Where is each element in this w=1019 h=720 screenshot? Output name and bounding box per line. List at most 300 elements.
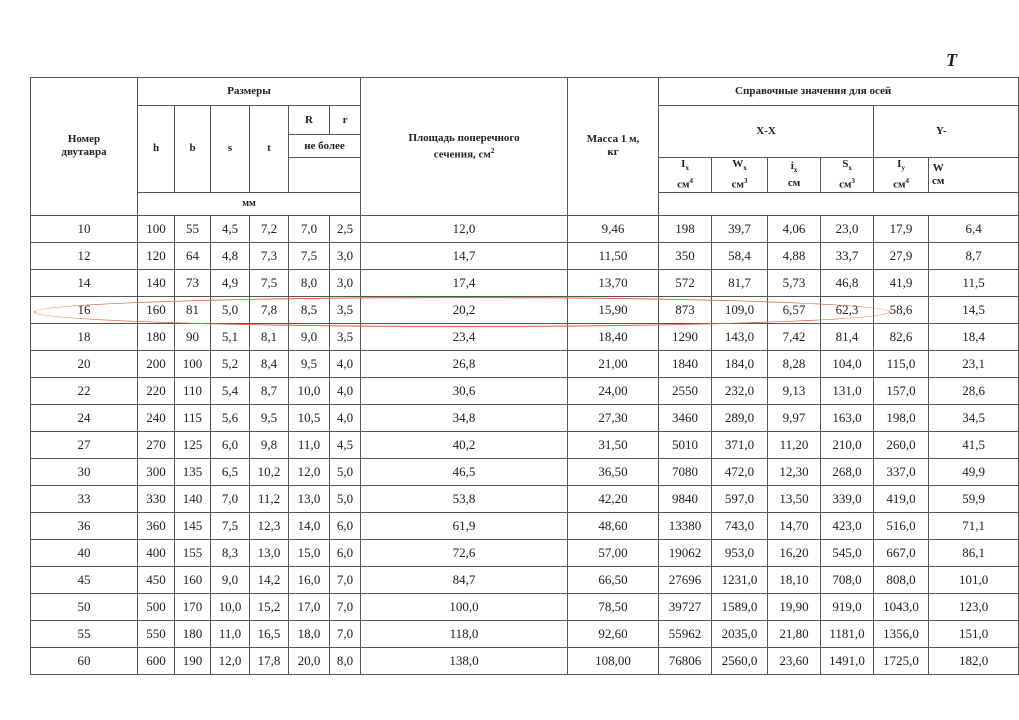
- table-row: [31, 431, 1019, 458]
- cell-R: 8,5: [289, 296, 330, 323]
- cell-R: 9,0: [289, 323, 330, 350]
- cell-s: 7,0: [211, 485, 250, 512]
- cell-area: 61,9: [361, 512, 568, 539]
- cell-r: 3,0: [330, 242, 361, 269]
- cell-t: 9,8: [250, 431, 289, 458]
- header-col-iy: $I_y$ $см^4$: [874, 158, 929, 193]
- cell-number: 18: [31, 323, 138, 350]
- cell-Wx: 2560,0: [712, 647, 768, 674]
- header-dim-R: R: [289, 106, 330, 135]
- cell-area: 84,7: [361, 566, 568, 593]
- header-dimensions: Размеры: [138, 78, 361, 106]
- i-beam-table-container: [30, 77, 989, 668]
- cell-Ix: 1290: [659, 323, 712, 350]
- cell-Sx: 131,0: [821, 377, 874, 404]
- header-dim-r: r: [330, 106, 361, 135]
- cell-Sx: 1181,0: [821, 620, 874, 647]
- header-area-line2: сечения, см: [433, 148, 491, 161]
- cell-Wy: 41,5: [929, 431, 1019, 458]
- cell-mass: 9,46: [568, 215, 659, 242]
- cell-h: 330: [138, 485, 175, 512]
- cell-s: 8,3: [211, 539, 250, 566]
- cell-t: 7,2: [250, 215, 289, 242]
- cell-number: 20: [31, 350, 138, 377]
- cell-Wx: 143,0: [712, 323, 768, 350]
- cell-Sx: 919,0: [821, 593, 874, 620]
- cell-number: 22: [31, 377, 138, 404]
- cell-Ix: 1840: [659, 350, 712, 377]
- cell-ix: 13,50: [768, 485, 821, 512]
- cell-area: 46,5: [361, 458, 568, 485]
- cell-mass: 31,50: [568, 431, 659, 458]
- header-beam-number-line1: Номер: [67, 133, 101, 146]
- cell-t: 11,2: [250, 485, 289, 512]
- cell-r: 4,5: [330, 431, 361, 458]
- cell-Ix: 198: [659, 215, 712, 242]
- cell-ix: 4,88: [768, 242, 821, 269]
- cell-Wy: 59,9: [929, 485, 1019, 512]
- cell-mass: 27,30: [568, 404, 659, 431]
- cell-area: 138,0: [361, 647, 568, 674]
- cell-t: 14,2: [250, 566, 289, 593]
- cell-s: 5,2: [211, 350, 250, 377]
- cell-h: 140: [138, 269, 175, 296]
- cell-ix: 23,60: [768, 647, 821, 674]
- cell-Ix: 2550: [659, 377, 712, 404]
- header-reference-values: Справочные значения для осей: [659, 78, 1019, 106]
- header-area-sup: 2: [490, 146, 495, 155]
- cell-number: 12: [31, 242, 138, 269]
- cell-mass: 66,50: [568, 566, 659, 593]
- header-axis-xx: X-X: [659, 106, 874, 158]
- cell-number: 36: [31, 512, 138, 539]
- table-row: [31, 512, 1019, 539]
- cell-h: 360: [138, 512, 175, 539]
- cell-s: 5,0: [211, 296, 250, 323]
- cell-R: 7,0: [289, 215, 330, 242]
- header-blank-axes: [659, 192, 1019, 215]
- cell-area: 118,0: [361, 620, 568, 647]
- cell-R: 8,0: [289, 269, 330, 296]
- cell-b: 73: [175, 269, 211, 296]
- cell-b: 90: [175, 323, 211, 350]
- cell-b: 55: [175, 215, 211, 242]
- table-number-mark: Т: [946, 50, 957, 70]
- cell-h: 240: [138, 404, 175, 431]
- header-area-line1: Площадь поперечного: [408, 131, 520, 144]
- cell-area: 20,2: [361, 296, 568, 323]
- cell-r: 3,5: [330, 323, 361, 350]
- cell-mass: 42,20: [568, 485, 659, 512]
- cell-r: 7,0: [330, 566, 361, 593]
- cell-r: 7,0: [330, 620, 361, 647]
- cell-Sx: 104,0: [821, 350, 874, 377]
- cell-number: 55: [31, 620, 138, 647]
- cell-Wx: 58,4: [712, 242, 768, 269]
- cell-Iy: 17,9: [874, 215, 929, 242]
- cell-number: 10: [31, 215, 138, 242]
- cell-s: 4,5: [211, 215, 250, 242]
- header-beam-number: [31, 78, 138, 216]
- cell-R: 10,5: [289, 404, 330, 431]
- cell-number: 45: [31, 566, 138, 593]
- cell-h: 600: [138, 647, 175, 674]
- cell-area: 30,6: [361, 377, 568, 404]
- cell-area: 40,2: [361, 431, 568, 458]
- cell-b: 135: [175, 458, 211, 485]
- cell-Wx: 289,0: [712, 404, 768, 431]
- cell-Wy: 101,0: [929, 566, 1019, 593]
- cell-Sx: 62,3: [821, 296, 874, 323]
- cell-area: 53,8: [361, 485, 568, 512]
- table-row: [31, 539, 1019, 566]
- cell-Ix: 572: [659, 269, 712, 296]
- cell-R: 11,0: [289, 431, 330, 458]
- cell-number: 33: [31, 485, 138, 512]
- cell-Sx: 23,0: [821, 215, 874, 242]
- cell-Wx: 597,0: [712, 485, 768, 512]
- cell-R: 17,0: [289, 593, 330, 620]
- cell-ix: 16,20: [768, 539, 821, 566]
- cell-s: 6,5: [211, 458, 250, 485]
- header-axis-yy: Y-: [874, 106, 1019, 158]
- cell-number: 16: [31, 296, 138, 323]
- cell-ix: 4,06: [768, 215, 821, 242]
- cell-Wy: 151,0: [929, 620, 1019, 647]
- cell-Wy: 11,5: [929, 269, 1019, 296]
- cell-Sx: 46,8: [821, 269, 874, 296]
- cell-Sx: 423,0: [821, 512, 874, 539]
- cell-Wy: 49,9: [929, 458, 1019, 485]
- cell-Iy: 516,0: [874, 512, 929, 539]
- cell-r: 4,0: [330, 350, 361, 377]
- cell-mass: 21,00: [568, 350, 659, 377]
- cell-Iy: 419,0: [874, 485, 929, 512]
- table-body: [31, 215, 1019, 674]
- cell-h: 500: [138, 593, 175, 620]
- cell-Wy: 6,4: [929, 215, 1019, 242]
- cell-h: 270: [138, 431, 175, 458]
- cell-t: 8,4: [250, 350, 289, 377]
- cell-Sx: 339,0: [821, 485, 874, 512]
- header-col-ix-radius: $i_x$ см: [768, 158, 821, 193]
- cell-number: 27: [31, 431, 138, 458]
- cell-r: 5,0: [330, 458, 361, 485]
- cell-R: 18,0: [289, 620, 330, 647]
- cell-r: 7,0: [330, 593, 361, 620]
- cell-Sx: 33,7: [821, 242, 874, 269]
- table-row: [31, 620, 1019, 647]
- cell-r: 8,0: [330, 647, 361, 674]
- cell-ix: 9,97: [768, 404, 821, 431]
- cell-Sx: 210,0: [821, 431, 874, 458]
- cell-t: 10,2: [250, 458, 289, 485]
- table-row: [31, 404, 1019, 431]
- cell-R: 14,0: [289, 512, 330, 539]
- cell-R: 7,5: [289, 242, 330, 269]
- cell-s: 12,0: [211, 647, 250, 674]
- cell-Iy: 1356,0: [874, 620, 929, 647]
- cell-Wx: 2035,0: [712, 620, 768, 647]
- header-col-ix: $I_x$ $см^4$: [659, 158, 712, 193]
- cell-Sx: 163,0: [821, 404, 874, 431]
- cell-r: 6,0: [330, 512, 361, 539]
- cell-Wy: 23,1: [929, 350, 1019, 377]
- cell-s: 10,0: [211, 593, 250, 620]
- cell-s: 5,6: [211, 404, 250, 431]
- cell-mass: 108,00: [568, 647, 659, 674]
- header-dim-t: t: [250, 106, 289, 193]
- cell-Iy: 337,0: [874, 458, 929, 485]
- header-dim-s: s: [211, 106, 250, 193]
- cell-r: 3,5: [330, 296, 361, 323]
- cell-mass: 92,60: [568, 620, 659, 647]
- header-dim-h: h: [138, 106, 175, 193]
- cell-s: 9,0: [211, 566, 250, 593]
- cell-mass: 24,00: [568, 377, 659, 404]
- header-mass-line2: кг: [607, 146, 619, 159]
- cell-t: 15,2: [250, 593, 289, 620]
- cell-ix: 12,30: [768, 458, 821, 485]
- cell-area: 34,8: [361, 404, 568, 431]
- cell-R: 13,0: [289, 485, 330, 512]
- cell-Ix: 39727: [659, 593, 712, 620]
- cell-b: 155: [175, 539, 211, 566]
- cell-Ix: 55962: [659, 620, 712, 647]
- cell-Wx: 184,0: [712, 350, 768, 377]
- cell-Wy: 18,4: [929, 323, 1019, 350]
- cell-area: 17,4: [361, 269, 568, 296]
- cell-r: 2,5: [330, 215, 361, 242]
- cell-b: 190: [175, 647, 211, 674]
- cell-Wy: 28,6: [929, 377, 1019, 404]
- cell-Iy: 157,0: [874, 377, 929, 404]
- cell-t: 7,3: [250, 242, 289, 269]
- cell-h: 220: [138, 377, 175, 404]
- cell-s: 6,0: [211, 431, 250, 458]
- cell-area: 14,7: [361, 242, 568, 269]
- cell-b: 110: [175, 377, 211, 404]
- cell-number: 60: [31, 647, 138, 674]
- cell-h: 200: [138, 350, 175, 377]
- cell-r: 6,0: [330, 539, 361, 566]
- header-blank-under-not-more: [289, 158, 361, 193]
- table-row: [31, 323, 1019, 350]
- cell-Wy: 86,1: [929, 539, 1019, 566]
- table-row: [31, 350, 1019, 377]
- cell-Sx: 545,0: [821, 539, 874, 566]
- cell-b: 145: [175, 512, 211, 539]
- table-row: [31, 215, 1019, 242]
- cell-Sx: 1491,0: [821, 647, 874, 674]
- cell-s: 5,4: [211, 377, 250, 404]
- cell-Ix: 350: [659, 242, 712, 269]
- cell-Ix: 873: [659, 296, 712, 323]
- cell-R: 12,0: [289, 458, 330, 485]
- cell-t: 12,3: [250, 512, 289, 539]
- header-col-wy: W см: [929, 158, 1019, 193]
- cell-ix: 21,80: [768, 620, 821, 647]
- table-row: [31, 269, 1019, 296]
- header-beam-number-line2: двутавра: [61, 146, 107, 159]
- cell-Wx: 743,0: [712, 512, 768, 539]
- cell-h: 300: [138, 458, 175, 485]
- cell-Iy: 260,0: [874, 431, 929, 458]
- cell-Iy: 41,9: [874, 269, 929, 296]
- table-row: [31, 485, 1019, 512]
- cell-Wx: 371,0: [712, 431, 768, 458]
- cell-ix: 8,28: [768, 350, 821, 377]
- cell-t: 7,5: [250, 269, 289, 296]
- cell-Wy: 123,0: [929, 593, 1019, 620]
- cell-s: 7,5: [211, 512, 250, 539]
- cell-b: 160: [175, 566, 211, 593]
- cell-area: 26,8: [361, 350, 568, 377]
- cell-h: 450: [138, 566, 175, 593]
- cell-Wx: 953,0: [712, 539, 768, 566]
- cell-r: 4,0: [330, 377, 361, 404]
- cell-R: 20,0: [289, 647, 330, 674]
- cell-h: 180: [138, 323, 175, 350]
- cell-mass: 15,90: [568, 296, 659, 323]
- cell-b: 140: [175, 485, 211, 512]
- cell-t: 8,7: [250, 377, 289, 404]
- cell-Wx: 1231,0: [712, 566, 768, 593]
- cell-Wy: 182,0: [929, 647, 1019, 674]
- cell-s: 5,1: [211, 323, 250, 350]
- cell-area: 12,0: [361, 215, 568, 242]
- cell-mass: 13,70: [568, 269, 659, 296]
- cell-Ix: 3460: [659, 404, 712, 431]
- header-not-more: не более: [289, 135, 361, 158]
- cell-r: 5,0: [330, 485, 361, 512]
- cell-b: 170: [175, 593, 211, 620]
- i-beam-spec-table: [30, 77, 1019, 675]
- header-area: [361, 78, 568, 216]
- cell-area: 23,4: [361, 323, 568, 350]
- cell-h: 550: [138, 620, 175, 647]
- cell-Wy: 8,7: [929, 242, 1019, 269]
- cell-Ix: 13380: [659, 512, 712, 539]
- cell-Sx: 268,0: [821, 458, 874, 485]
- cell-mass: 11,50: [568, 242, 659, 269]
- cell-Ix: 27696: [659, 566, 712, 593]
- cell-mass: 48,60: [568, 512, 659, 539]
- cell-Wx: 109,0: [712, 296, 768, 323]
- cell-Ix: 19062: [659, 539, 712, 566]
- cell-R: 9,5: [289, 350, 330, 377]
- cell-area: 100,0: [361, 593, 568, 620]
- header-mass-line1: Масса 1 м,: [586, 133, 640, 146]
- cell-h: 100: [138, 215, 175, 242]
- cell-Wy: 34,5: [929, 404, 1019, 431]
- cell-number: 50: [31, 593, 138, 620]
- cell-Wx: 39,7: [712, 215, 768, 242]
- cell-Wy: 14,5: [929, 296, 1019, 323]
- cell-Ix: 7080: [659, 458, 712, 485]
- cell-R: 15,0: [289, 539, 330, 566]
- cell-area: 72,6: [361, 539, 568, 566]
- header-mass: [568, 78, 659, 216]
- cell-ix: 19,90: [768, 593, 821, 620]
- cell-Iy: 27,9: [874, 242, 929, 269]
- cell-Iy: 1725,0: [874, 647, 929, 674]
- cell-t: 8,1: [250, 323, 289, 350]
- cell-ix: 14,70: [768, 512, 821, 539]
- cell-ix: 7,42: [768, 323, 821, 350]
- table-row: [31, 296, 1019, 323]
- cell-mass: 36,50: [568, 458, 659, 485]
- table-row: [31, 566, 1019, 593]
- table-row: [31, 458, 1019, 485]
- table-row: [31, 377, 1019, 404]
- cell-s: 11,0: [211, 620, 250, 647]
- cell-mass: 78,50: [568, 593, 659, 620]
- header-unit-mm: мм: [138, 192, 361, 215]
- cell-number: 30: [31, 458, 138, 485]
- header-col-sx: $S_x$ $см^3$: [821, 158, 874, 193]
- cell-Wx: 232,0: [712, 377, 768, 404]
- cell-Iy: 82,6: [874, 323, 929, 350]
- cell-number: 40: [31, 539, 138, 566]
- cell-mass: 18,40: [568, 323, 659, 350]
- table-row: [31, 242, 1019, 269]
- cell-Sx: 81,4: [821, 323, 874, 350]
- cell-t: 13,0: [250, 539, 289, 566]
- cell-b: 125: [175, 431, 211, 458]
- cell-number: 14: [31, 269, 138, 296]
- cell-Iy: 115,0: [874, 350, 929, 377]
- cell-b: 100: [175, 350, 211, 377]
- cell-Iy: 58,6: [874, 296, 929, 323]
- header-dim-b: b: [175, 106, 211, 193]
- cell-r: 3,0: [330, 269, 361, 296]
- cell-ix: 11,20: [768, 431, 821, 458]
- table-row: [31, 647, 1019, 674]
- cell-mass: 57,00: [568, 539, 659, 566]
- cell-s: 4,9: [211, 269, 250, 296]
- cell-r: 4,0: [330, 404, 361, 431]
- cell-Sx: 708,0: [821, 566, 874, 593]
- table-row: [31, 593, 1019, 620]
- cell-ix: 18,10: [768, 566, 821, 593]
- cell-number: 24: [31, 404, 138, 431]
- cell-b: 115: [175, 404, 211, 431]
- cell-R: 16,0: [289, 566, 330, 593]
- cell-h: 160: [138, 296, 175, 323]
- cell-Ix: 9840: [659, 485, 712, 512]
- cell-Iy: 808,0: [874, 566, 929, 593]
- cell-s: 4,8: [211, 242, 250, 269]
- cell-h: 400: [138, 539, 175, 566]
- cell-Ix: 76806: [659, 647, 712, 674]
- cell-t: 7,8: [250, 296, 289, 323]
- cell-Wx: 81,7: [712, 269, 768, 296]
- cell-Wx: 1589,0: [712, 593, 768, 620]
- cell-Iy: 1043,0: [874, 593, 929, 620]
- cell-ix: 5,73: [768, 269, 821, 296]
- cell-ix: 9,13: [768, 377, 821, 404]
- cell-Iy: 198,0: [874, 404, 929, 431]
- cell-Ix: 5010: [659, 431, 712, 458]
- cell-b: 180: [175, 620, 211, 647]
- header-col-wx: $W_x$ $см^3$: [712, 158, 768, 193]
- cell-h: 120: [138, 242, 175, 269]
- cell-Iy: 667,0: [874, 539, 929, 566]
- cell-ix: 6,57: [768, 296, 821, 323]
- cell-t: 16,5: [250, 620, 289, 647]
- cell-Wy: 71,1: [929, 512, 1019, 539]
